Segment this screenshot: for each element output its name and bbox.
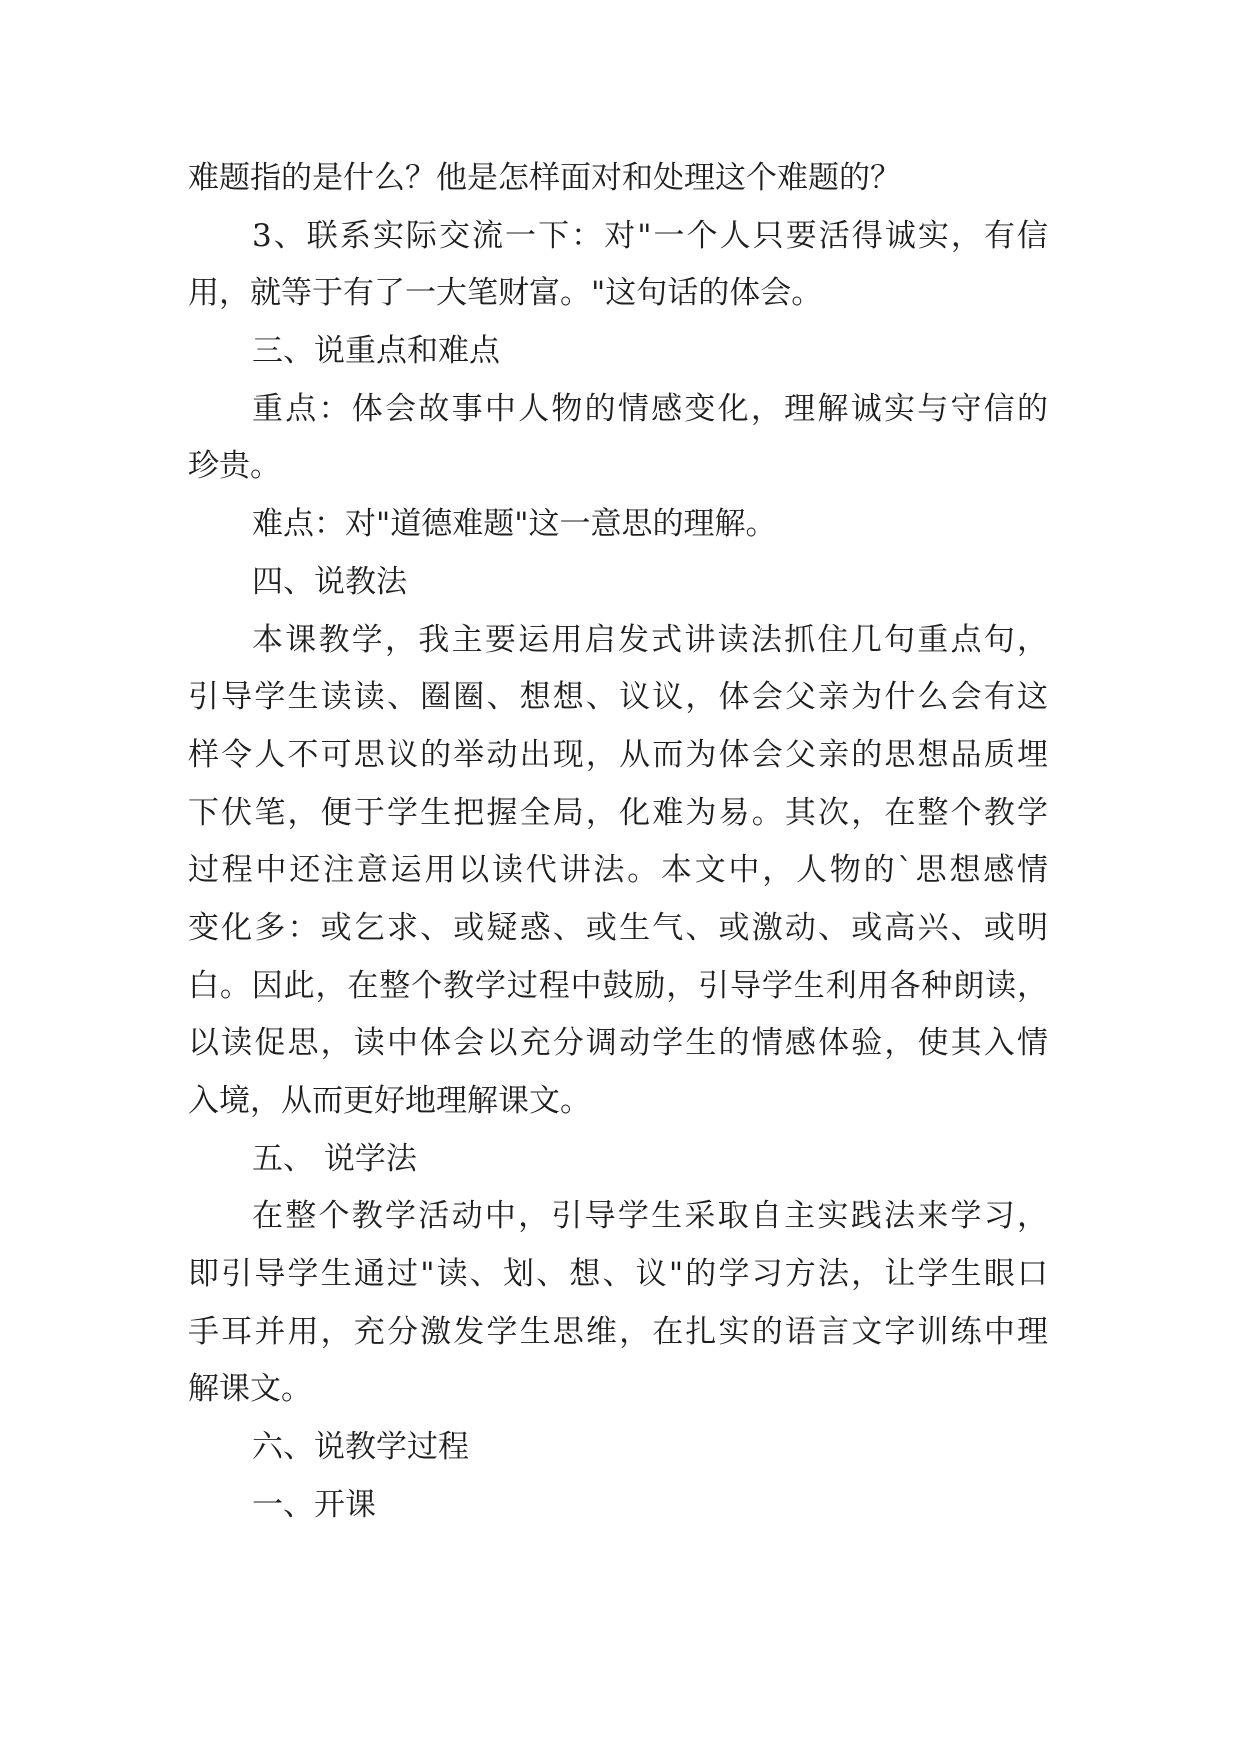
text-line: 解课文。: [188, 1371, 312, 1408]
text-line: 下伏笔，便于学生把握全局，化难为易。其次，在整个教学: [188, 794, 1048, 831]
text-line: 样令人不可思议的举动出现，从而为体会父亲的思想品质埋: [188, 736, 1048, 773]
text-line: 以读促思，读中体会以充分调动学生的情感体验，使其入情: [188, 1025, 1048, 1062]
text-line: 重点：体会故事中人物的情感变化，理解诚实与守信的: [252, 390, 1048, 427]
text-line: 即引导学生通过"读、划、想、议"的学习方法，让学生眼口: [188, 1256, 1048, 1293]
text-line: 变化多：或乞求、或疑惑、或生气、或激动、或高兴、或明: [188, 909, 1048, 946]
text-line: 五、 说学法: [252, 1140, 417, 1177]
text-line: 珍贵。: [188, 448, 281, 485]
text-line: 一、开课: [252, 1486, 376, 1523]
text-line: 难题指的是什么？他是怎样面对和处理这个难题的？: [188, 160, 901, 196]
text-line: 六、说教学过程: [252, 1429, 469, 1466]
text-line: 入境，从而更好地理解课文。: [188, 1083, 591, 1119]
text-line: 3、联系实际交流一下：对"一个人只要活得诚实，有信: [252, 217, 1048, 254]
text-line: 难点：对"道德难题"这一意思的理解。: [252, 506, 777, 543]
text-line: 四、说教法: [252, 563, 407, 600]
document-body: [188, 150, 1048, 1535]
text-line: 用，就等于有了一大笔财富。"这句话的体会。: [188, 275, 823, 312]
text-line: 三、说重点和难点: [252, 333, 500, 370]
text-line: 本课教学，我主要运用启发式讲读法抓住几句重点句，: [252, 621, 1048, 658]
text-line: 在整个教学活动中，引导学生采取自主实践法来学习，: [252, 1198, 1048, 1235]
text-line: 过程中还注意运用以读代讲法。本文中，人物的`思想感情: [188, 852, 1048, 889]
text-line: 引导学生读读、圈圈、想想、议议，体会父亲为什么会有这: [188, 679, 1048, 716]
text-line: 白。因此，在整个教学过程中鼓励，引导学生利用各种朗读，: [188, 967, 1048, 1004]
text-line: 手耳并用，充分激发学生思维，在扎实的语言文字训练中理: [188, 1313, 1048, 1350]
